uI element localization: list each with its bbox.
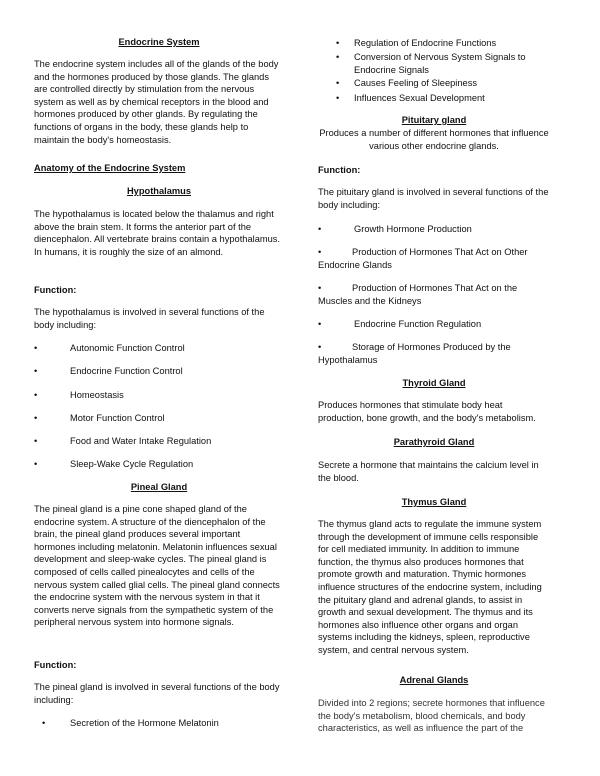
list-item (34, 342, 284, 355)
pituitary-gland-paragraph: Produces a number of different hormones that influence various other endocrine glands. (319, 128, 549, 151)
list-item (34, 435, 284, 448)
bullet: • (42, 718, 46, 728)
bullet: • (318, 224, 322, 234)
list-item (318, 246, 550, 271)
list-item-label: Growth Hormone Production (354, 224, 472, 234)
bullet: • (34, 436, 38, 446)
bullet: • (34, 413, 38, 423)
list-item (318, 77, 550, 90)
pituitary-function-intro: The pituitary gland is involved in several functions of the body including: (318, 187, 549, 210)
pineal-gland-heading: Pineal Gland (130, 482, 188, 492)
list-item (34, 717, 284, 730)
list-item (318, 223, 550, 236)
list-item (34, 389, 284, 402)
list-item-label: Food and Water Intake Regulation (70, 436, 212, 446)
list-item-label: Influences Sexual Development (354, 93, 485, 103)
list-item (318, 51, 550, 76)
thymus-gland-paragraph: The thymus gland acts to regulate the immune system through the development of immune cells responsible for cell mediated immunity. In addition to immune function, the thymus also produces hormones that promote growth and maturation. Thymic hormones influence structures of the endocrine system, including the pituitary gland and adrenal glands, to assist in growth and sexual development. The thymus and its hormones also influence other organs and organ systems including the kidneys, spleen, reproductive system, and central nervous system. (318, 519, 542, 655)
list-item-label: Production of Hormones That Act on the Muscles and the Kidneys (318, 283, 518, 306)
list-item-label: Production of Hormones That Act on Other Endocrine Glands (318, 247, 528, 270)
bullet: • (318, 283, 322, 293)
list-item-label: Secretion of the Hormone Melatonin (70, 718, 219, 728)
thyroid-gland-paragraph: Produces hormones that stimulate body heat production, bone growth, and the body's metabolism. (318, 400, 536, 423)
list-item-label: Motor Function Control (70, 413, 165, 423)
parathyroid-gland-heading: Parathyroid Gland (393, 437, 475, 447)
bullet: • (34, 343, 38, 353)
endocrine-system-paragraph: The endocrine system includes all of the glands of the body and the hormones produced by those glands. The glands are controlled directly by stimulation from the nervous system as well as by chemical receptors in the blood and hormones produced by other glands. By regulating the functions of organs in the body, these glands help to maintain the body's homeostasis. (34, 59, 279, 145)
hypothalamus-function-label: Function: (34, 285, 77, 295)
endocrine-system-heading: Endocrine System (118, 37, 200, 47)
bullet: • (336, 78, 340, 88)
bullet: • (34, 366, 38, 376)
list-item-label: Regulation of Endocrine Functions (354, 38, 497, 48)
pituitary-gland-heading: Pituitary gland (401, 115, 467, 125)
list-item (318, 282, 550, 307)
hypothalamus-heading: Hypothalamus (126, 186, 192, 196)
adrenal-glands-heading: Adrenal Glands (399, 675, 469, 685)
bullet: • (34, 459, 38, 469)
list-item (318, 341, 550, 366)
list-item-label: Conversion of Nervous System Signals to Endocrine Signals (354, 52, 526, 75)
bullet: • (318, 247, 322, 257)
list-item-label: Causes Feeling of Sleepiness (354, 78, 477, 88)
list-item-label: Endocrine Function Control (70, 366, 183, 376)
list-item (34, 412, 284, 425)
pituitary-function-label: Function: (318, 165, 361, 175)
parathyroid-gland-paragraph: Secrete a hormone that maintains the calcium level in the blood. (318, 460, 539, 483)
hypothalamus-paragraph: The hypothalamus is located below the thalamus and right above the brain stem. It forms the anterior part of the diencephalon. All vertebrate brains contain a hypothalamus. In humans, it is roughly the size of an almond. (34, 209, 281, 257)
adrenal-glands-paragraph: Divided into 2 regions; secrete hormones that influence the body's metabolism, blood chemicals, and body characteristics, as well as influence the part of the (318, 698, 545, 734)
list-item (318, 92, 550, 105)
list-item (318, 37, 550, 50)
pineal-function-label: Function: (34, 660, 77, 670)
bullet: • (336, 52, 340, 62)
list-item (34, 365, 284, 378)
list-item (318, 318, 550, 331)
list-item-label: Sleep-Wake Cycle Regulation (70, 459, 194, 469)
list-item (34, 458, 284, 471)
anatomy-heading: Anatomy of the Endocrine System (34, 163, 186, 173)
list-item-label: Storage of Hormones Produced by the Hypothalamus (318, 342, 511, 365)
thymus-gland-heading: Thymus Gland (401, 497, 467, 507)
bullet: • (336, 93, 340, 103)
bullet: • (336, 38, 340, 48)
bullet: • (318, 342, 322, 352)
list-item-label: Homeostasis (70, 390, 124, 400)
list-item-label: Autonomic Function Control (70, 343, 185, 353)
bullet: • (318, 319, 322, 329)
list-item-label: Endocrine Function Regulation (354, 319, 482, 329)
pineal-gland-paragraph: The pineal gland is a pine cone shaped gland of the endocrine system. A structure of the diencephalon of the brain, the pineal gland produces several important hormones including melatonin. Melatonin influences sexual development and sleep-wake cycles. The pineal gland is composed of cells called pinealocytes and cells of the nervous system called glial cells. The pineal gland connects the endocrine system with the nervous system in that it converts nerve signals from the sympathetic system of the peripheral nervous system into hormone signals. (34, 504, 280, 628)
pineal-function-intro: The pineal gland is involved in several functions of the body including: (34, 682, 280, 705)
hypothalamus-function-intro: The hypothalamus is involved in several functions of the body including: (34, 307, 265, 330)
thyroid-gland-heading: Thyroid Gland (402, 378, 466, 388)
bullet: • (34, 390, 38, 400)
